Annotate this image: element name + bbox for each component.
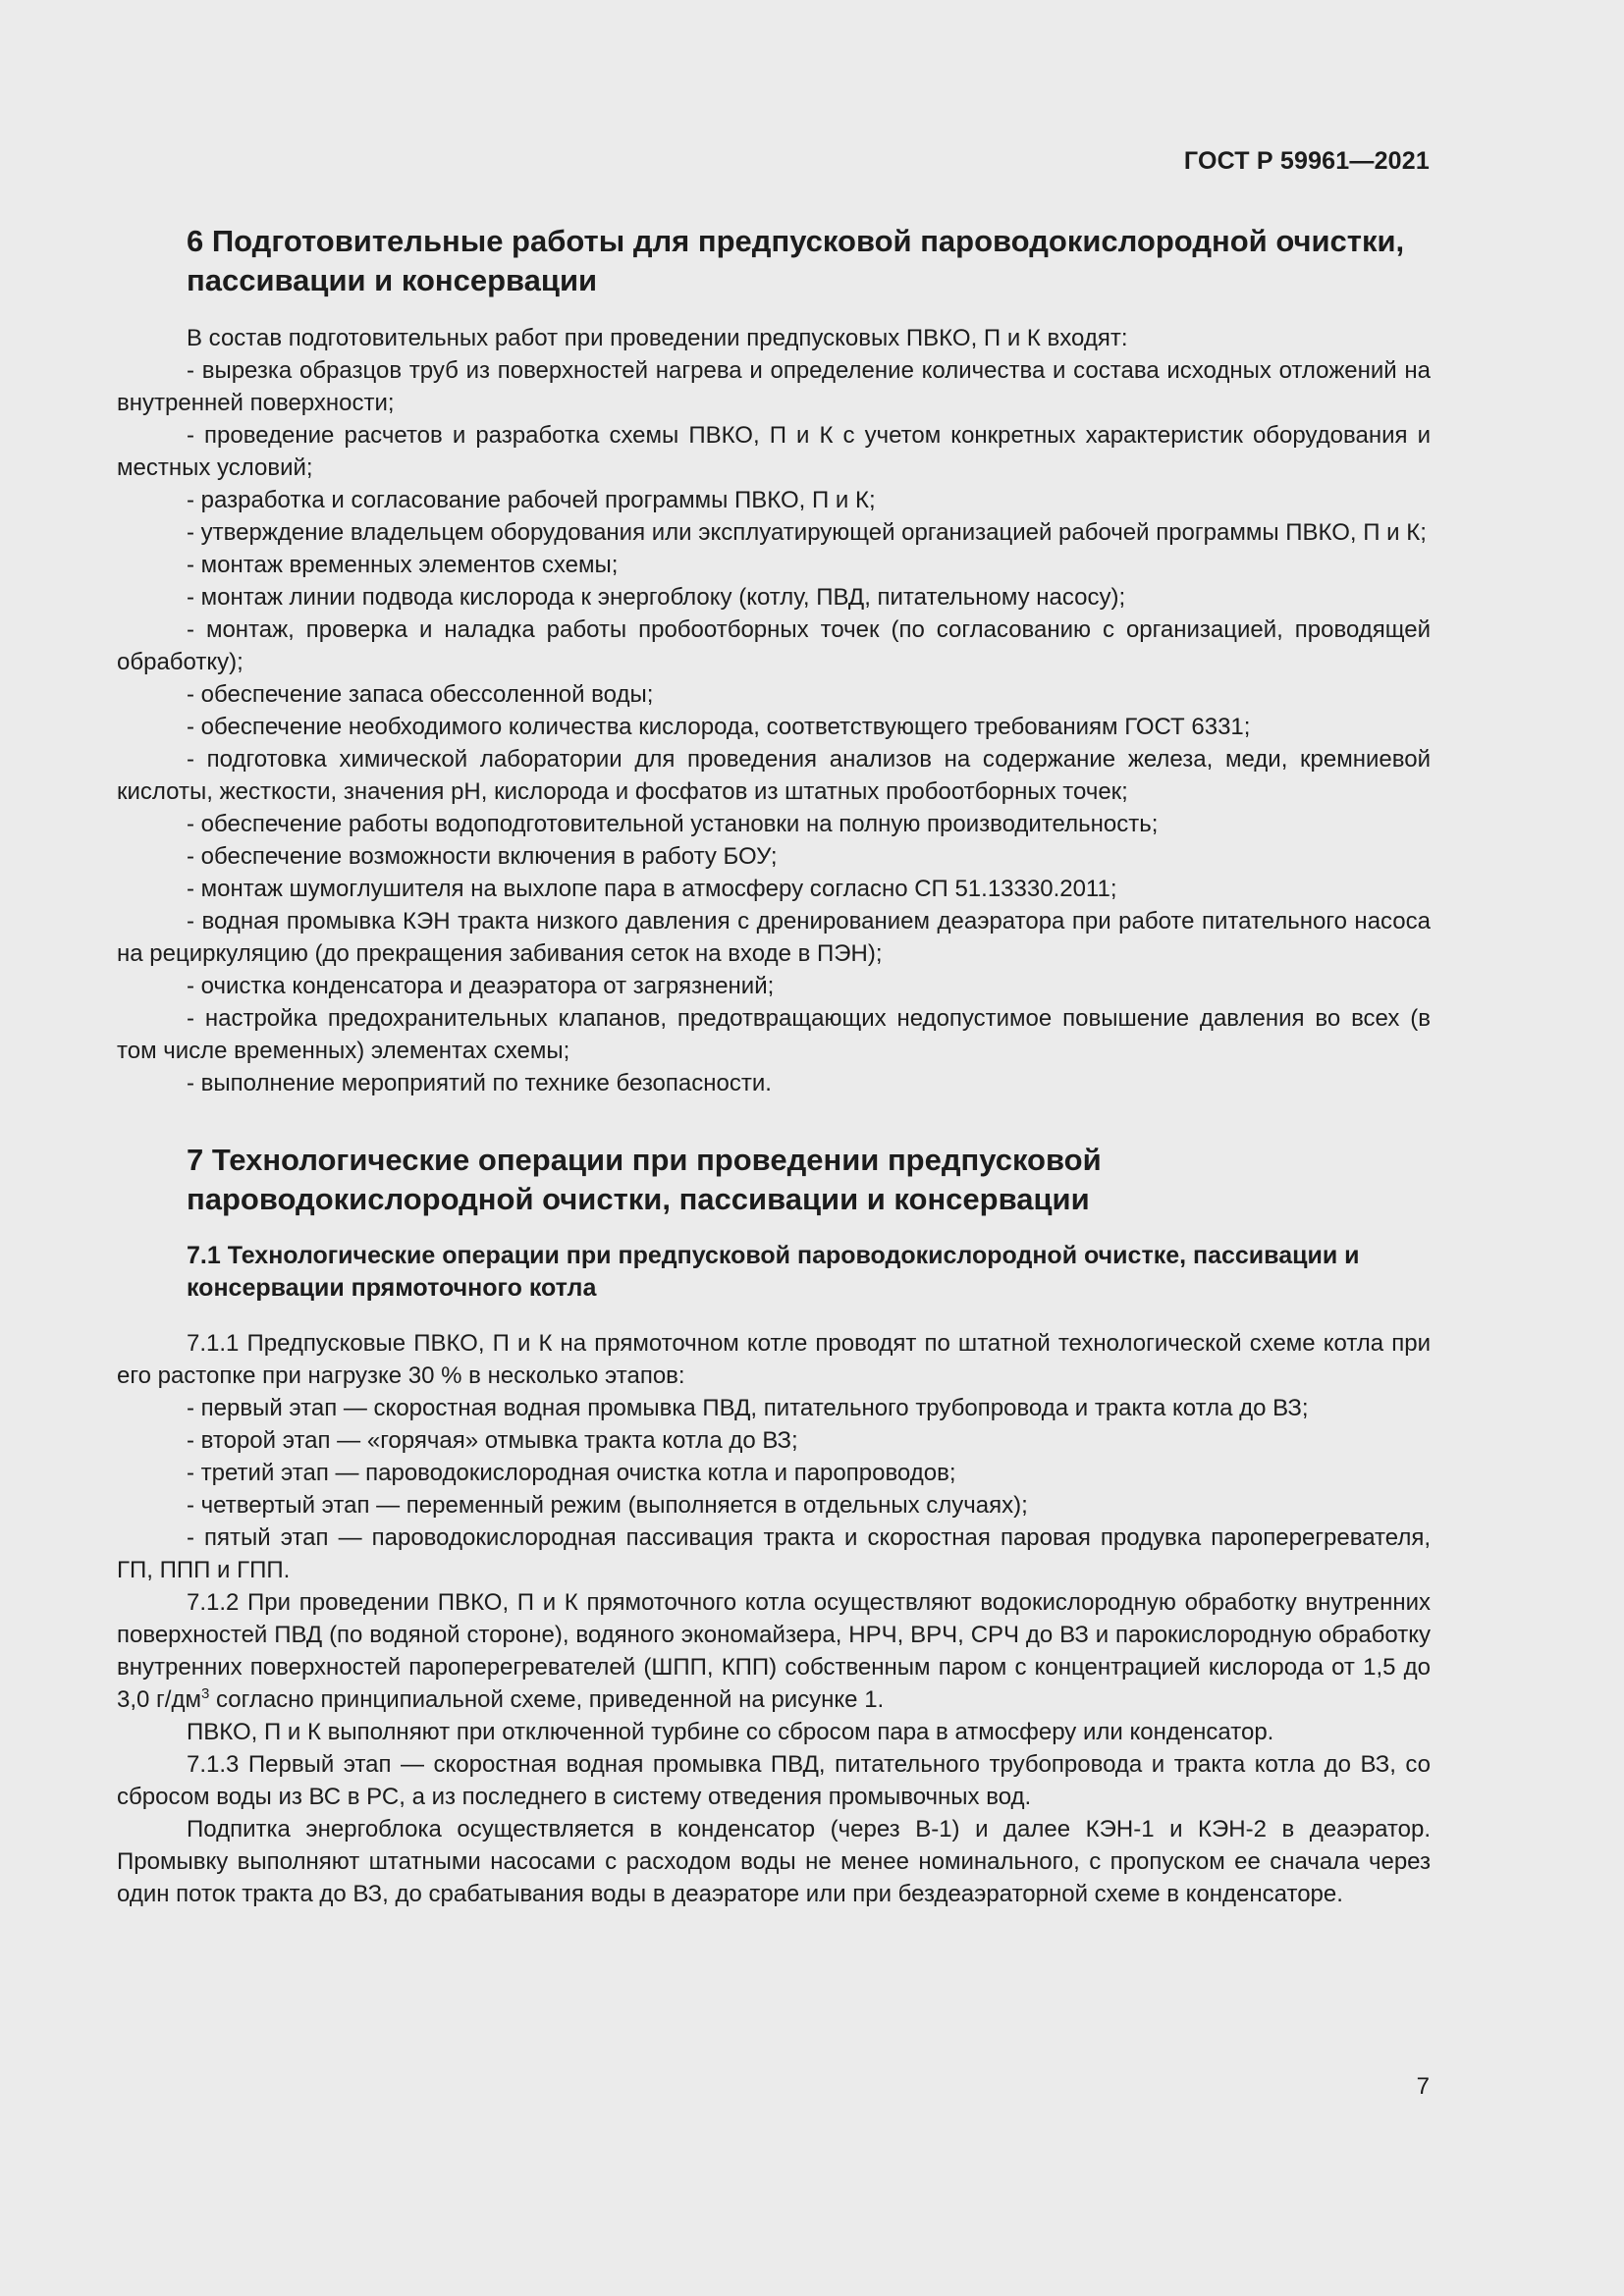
page-number: 7 — [1416, 2073, 1430, 2100]
list-item: - второй этап — «горячая» отмывка тракта котла до ВЗ; — [187, 1427, 798, 1454]
superscript-exponent: 3 — [200, 1685, 210, 1702]
list-item: - монтаж линии подвода кислорода к энергоблоку (котлу, ПВД, питательному насосу); — [187, 584, 1126, 611]
list-item: - утверждение владельцем оборудования или эксплуатирующей организацией рабочей программы ПВКО, П и К; — [187, 519, 1427, 546]
list-item: - пятый этап — пароводокислородная пассивация тракта и скоростная паровая продувка пароперегревателя, ГП, ППП и ГПП. — [117, 1524, 1431, 1583]
list-item: - обеспечение работы водоподготовительной установки на полную производительность; — [187, 811, 1159, 837]
list-item: - обеспечение необходимого количества кислорода, соответствующего требованиям ГОСТ 6331; — [187, 714, 1251, 740]
list-item: - настройка предохранительных клапанов, предотвращающих недопустимое повышение давления во всех (в том числе временных) элементах схемы; — [117, 1005, 1431, 1064]
section-6-heading: 6 Подготовительные работы для предпусковой пароводокислородной очистки, пассивации и консервации — [187, 224, 1405, 297]
section-6-intro: В состав подготовительных работ при проведении предпусковых ПВКО, П и К входят: — [187, 325, 1128, 351]
section-6-body — [117, 322, 1431, 1099]
list-item: - третий этап — пароводокислородная очистка котла и паропроводов; — [187, 1460, 956, 1486]
list-item: - подготовка химической лаборатории для проведения анализов на содержание железа, меди, кремниевой кислоты, жесткости, значения pH, кислорода и фосфатов из штатных пробоотборных точек; — [117, 746, 1431, 805]
list-item: - обеспечение возможности включения в работу БОУ; — [187, 843, 778, 870]
paragraph-7-1-2-text: 7.1.2 При проведении ПВКО, П и К прямоточного котла осуществляют водокислородную обработку внутренних поверхностей ПВД (по водяной стороне), водяного экономайзера, НРЧ, ВРЧ, СРЧ до ВЗ и парокислородную обработку внутренних поверхностей пароперегревателей (ШПП, КПП) собственным паром с концентрацией кислорода от 1,5 до 3,0 г/дм — [117, 1589, 1431, 1713]
document-code-header: ГОСТ Р 59961—2021 — [1183, 147, 1430, 175]
list-item: - четвертый этап — переменный режим (выполняется в отдельных случаях); — [187, 1492, 1028, 1519]
list-item: - вырезка образцов труб из поверхностей нагрева и определение количества и состава исходных отложений на внутренней поверхности; — [117, 357, 1431, 416]
paragraph-7-1-2-text-end: согласно принципиальной схеме, приведенной на рисунке 1. — [209, 1686, 885, 1713]
list-item: - выполнение мероприятий по технике безопасности. — [187, 1070, 772, 1096]
list-item: - разработка и согласование рабочей программы ПВКО, П и К; — [187, 487, 876, 513]
paragraph-7-1-1: 7.1.1 Предпусковые ПВКО, П и К на прямоточном котле проводят по штатной технологической схеме котла при его растопке при нагрузке 30 % в несколько этапов: — [117, 1330, 1431, 1389]
list-item: - монтаж шумоглушителя на выхлопе пара в атмосферу согласно СП 51.13330.2011; — [187, 876, 1117, 902]
paragraph-7-1-2 — [117, 1586, 1431, 1716]
paragraph-feed-water: Подпитка энергоблока осуществляется в конденсатор (через В-1) и далее КЭН-1 и КЭН-2 в деаэратор. Промывку выполняют штатными насосами с расходом воды не менее номинального, с пропуском ее сначала через один поток тракта до ВЗ, до срабатывания воды в деаэраторе или при бездеаэраторной схеме в конденсаторе. — [117, 1816, 1431, 1907]
list-item: - монтаж, проверка и наладка работы пробоотборных точек (по согласованию с организацией, проводящей обработку); — [117, 616, 1431, 675]
section-7-heading: 7 Технологические операции при проведении предпусковой пароводокислородной очистки, пассивации и консервации — [187, 1143, 1102, 1216]
paragraph-turbine-note: ПВКО, П и К выполняют при отключенной турбине со сбросом пара в атмосферу или конденсатор. — [187, 1719, 1274, 1745]
list-item: - обеспечение запаса обессоленной воды; — [187, 681, 654, 708]
list-item: - первый этап — скоростная водная промывка ПВД, питательного трубопровода и тракта котла до ВЗ; — [187, 1395, 1309, 1421]
list-item: - водная промывка КЭН тракта низкого давления с дренированием деаэратора при работе питательного насоса на рециркуляцию (до прекращения забивания сеток на входе в ПЭН); — [117, 908, 1431, 967]
list-item: - проведение расчетов и разработка схемы ПВКО, П и К с учетом конкретных характеристик оборудования и местных условий; — [117, 422, 1431, 481]
subsection-7-1-heading: 7.1 Технологические операции при предпусковой пароводокислородной очистке, пассивации и консервации прямоточного котла — [187, 1242, 1360, 1302]
paragraph-7-1-3: 7.1.3 Первый этап — скоростная водная промывка ПВД, питательного трубопровода и тракта котла до ВЗ, со сбросом воды из ВС в РС, а из последнего в систему отведения промывочных вод. — [117, 1751, 1431, 1810]
section-7-body — [117, 1327, 1431, 1910]
list-item: - монтаж временных элементов схемы; — [187, 552, 619, 578]
list-item: - очистка конденсатора и деаэратора от загрязнений; — [187, 973, 775, 999]
document-body — [117, 222, 1431, 1910]
